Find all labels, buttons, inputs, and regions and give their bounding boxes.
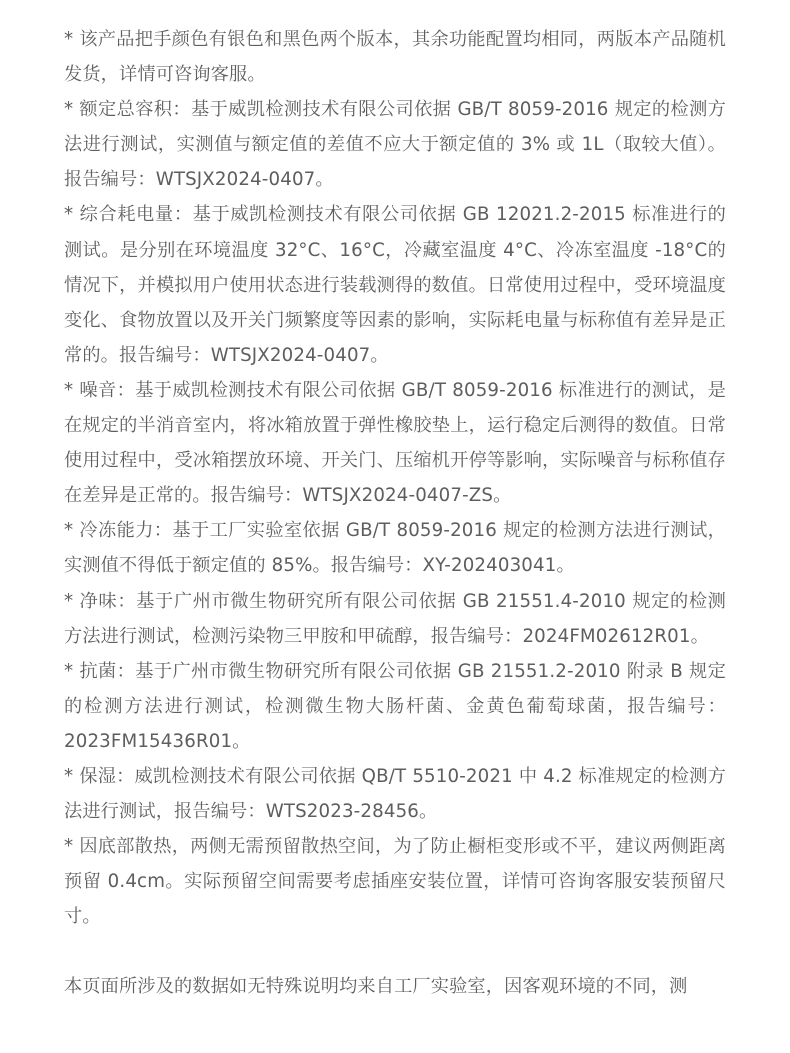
note-noise: * 噪音：基于威凯检测技术有限公司依据 GB/T 8059-2016 标准进行的测试，是在规定的半消音室内，将冰箱放置于弹性橡胶垫上，运行稳定后测得的数值。日常使用过程中，受冰箱摆放环境、开关门、压缩机开停等影响，实际噪音与标称值存在差异是正常的。报告编号：WTSJX2024-0407-ZS。 (64, 379, 726, 507)
note-antibacterial: * 抗菌：基于广州市微生物研究所有限公司依据 GB 21551.2-2010 附录 B 规定的检测方法进行测试，检测微生物大肠杆菌、金黄色葡萄球菌，报告编号：2023FM15436R01。 (64, 660, 726, 752)
note-deodorization: * 净味：基于广州市微生物研究所有限公司依据 GB 21551.4-2010 规定的检测方法进行测试，检测污染物三甲胺和甲硫醇，报告编号：2024FM02612R01。 (64, 590, 726, 647)
note-handle-color: * 该产品把手颜色有银色和黑色两个版本，其余功能配置均相同，两版本产品随机发货，详情可咨询客服。 (64, 29, 726, 86)
disclaimer-notes (64, 22, 726, 1023)
note-installation-clearance: * 因底部散热，两侧无需预留散热空间，为了防止橱柜变形或不平，建议两侧距离预留 0.4cm。实际预留空间需要考虑插座安装位置，详情可咨询客服安装预留尺寸。 (64, 836, 726, 928)
data-source-statement: 本页面所涉及的数据如无特殊说明均来自工厂实验室，因客观环境的不同，测 (64, 976, 688, 998)
note-freezing-capacity: * 冷冻能力：基于工厂实验室依据 GB/T 8059-2016 规定的检测方法进行测试，实测值不得低于额定值的 85%。报告编号：XY-202403041。 (64, 520, 726, 577)
note-moisture-retention: * 保湿：威凯检测技术有限公司依据 QB/T 5510-2021 中 4.2 标准规定的检测方法进行测试，报告编号：WTS2023-28456。 (64, 765, 726, 823)
note-rated-volume: * 额定总容积：基于威凯检测技术有限公司依据 GB/T 8059-2016 规定的检测方法进行测试，实测值与额定值的差值不应大于额定值的 3% 或 1L（取较大值）。报告编号：WTSJX2024-0407。 (64, 99, 726, 191)
note-power-consumption: * 综合耗电量：基于威凯检测技术有限公司依据 GB 12021.2-2015 标准进行的测试。是分别在环境温度 32°C、16°C，冷藏室温度 4°C、冷冻室温度 -18°C的情况下，并模拟用户使用状态进行装载测得的数值。日常使用过程中，受环境温度变化、食物放置以及开关门频繁度等因素的影响，实际耗电量与标称值有差异是正常的。报告编号：WTSJX2024-0407。 (64, 204, 726, 366)
